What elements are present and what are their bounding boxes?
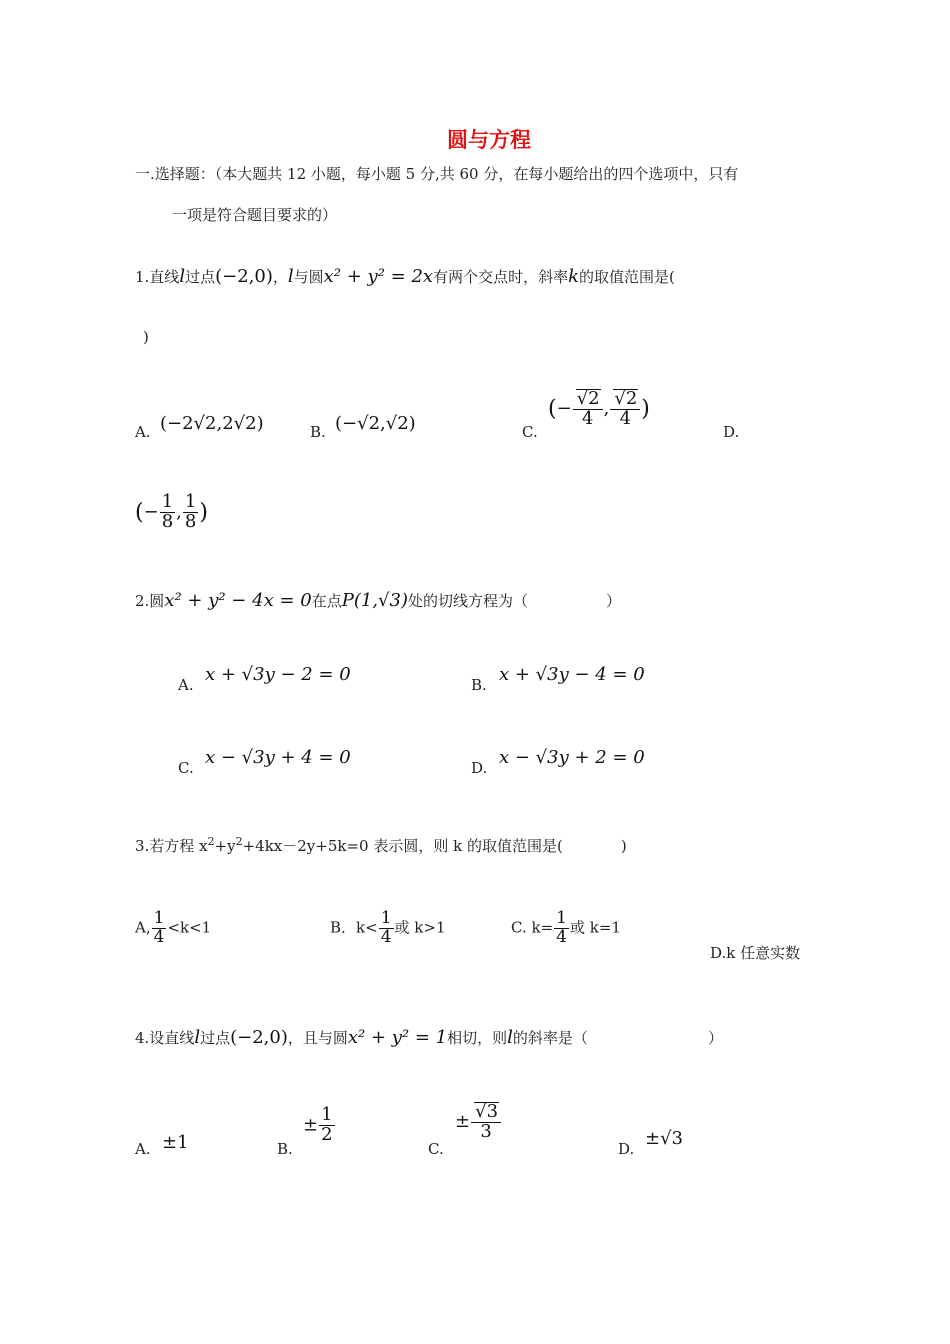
q1-text-5: 有两个交点时，斜率 <box>433 268 569 286</box>
q1-option-a-label: A. <box>135 423 151 441</box>
q4-option-c-label: C. <box>428 1140 444 1158</box>
q1-text-3: ， <box>272 268 288 286</box>
q4-close-paren: ） <box>707 1029 723 1047</box>
q3-option-d: D.k 任意实数 <box>710 944 801 962</box>
q4-text-2: 过点 <box>200 1029 231 1047</box>
q2-option-d-label: D. <box>471 759 488 777</box>
q4-text-3: ，且与圆 <box>287 1029 348 1047</box>
q2-text-1: 2.圆 <box>135 592 165 610</box>
q2-option-a-label: A. <box>178 676 194 694</box>
q3-option-a-label: A, <box>135 918 151 937</box>
q3-option-c-rest: 或 k=1 <box>569 918 621 937</box>
q3-a-frac-den: 4 <box>153 926 165 947</box>
q3-option-b-label: B．k< <box>330 918 378 937</box>
q1-point: (−2,0) <box>215 266 273 287</box>
q2-circle-eq: x² + y² − 4x = 0 <box>164 590 312 611</box>
q3-a-frac-num: 1 <box>153 908 165 928</box>
q2-option-c-label: C. <box>178 759 194 777</box>
q1-text-4: 与圆 <box>293 268 324 286</box>
q3-text-2: +y <box>214 837 236 855</box>
q2-close-paren: ） <box>606 592 622 610</box>
q2-option-b-value: x + √3y − 4 = 0 <box>499 664 645 685</box>
q3-option-c <box>511 910 621 947</box>
q1-close-paren: ) <box>143 328 149 346</box>
q3-c-frac-num: 1 <box>556 908 567 928</box>
q3-text-1: 3.若方程 x <box>135 837 208 855</box>
q2-option-a-value: x + √3y − 2 = 0 <box>205 664 351 685</box>
q1-option-c-value: (− $\frac{√2}{4}$ , $\frac{√2}{4}$ ) <box>548 388 650 429</box>
question-3 <box>135 835 627 856</box>
q4-text-5: 的斜率是（ <box>512 1029 588 1047</box>
q1-option-d-value: (− $\frac{1}{8}$ , $\frac{1}{8}$ ) <box>135 491 208 532</box>
q3-sup-2: 2 <box>235 835 243 848</box>
page-title: 圆与方程 <box>447 128 531 152</box>
q1-l: l <box>179 266 186 287</box>
q1-option-b-label: B. <box>310 423 326 441</box>
q3-b-frac-num: 1 <box>380 908 392 928</box>
q3-b-frac-den: 4 <box>380 926 392 947</box>
q4-circle-eq: x² + y² = 1 <box>347 1027 448 1048</box>
q4-option-d-label: D. <box>618 1140 635 1158</box>
q1-l-2: l <box>287 266 294 287</box>
question-4 <box>135 1027 723 1048</box>
q3-option-b-rest: 或 k>1 <box>394 918 446 937</box>
q3-sup-1: 2 <box>207 835 215 848</box>
q2-text-3: 处的切线方程为（ <box>407 592 528 610</box>
q3-close-paren: ) <box>620 837 627 855</box>
q4-l-2: l <box>507 1027 513 1048</box>
q2-option-c-value: x − √3y + 4 = 0 <box>205 747 351 768</box>
q3-option-b <box>330 910 446 947</box>
q1-option-c-label: C. <box>522 423 538 441</box>
question-2 <box>135 590 621 611</box>
q4-option-d-value: ±√3 <box>645 1128 684 1149</box>
q3-text-3: +4kx－2y+5k=0 表示圆，则 k 的取值范围是( <box>242 837 563 855</box>
section-header-line1: 一.选择题：（本大题共 12 小题，每小题 5 分,共 60 分，在每小题给出的四个选项中，只有 <box>135 165 739 183</box>
q1-option-b-value: (−√2,√2) <box>335 413 416 434</box>
q2-option-b-label: B. <box>471 676 487 694</box>
q2-option-d-value: x − √3y + 2 = 0 <box>499 747 645 768</box>
q3-option-a <box>135 910 211 947</box>
q4-option-a-label: A. <box>135 1140 151 1158</box>
q4-text-4: 相切，则 <box>447 1029 508 1047</box>
question-1 <box>135 266 675 287</box>
q1-option-a-value: (−2√2,2√2) <box>160 413 264 434</box>
section-header-line2: 一项是符合题目要求的） <box>172 206 338 224</box>
q1-option-d-label: D. <box>723 423 740 441</box>
q1-text-6: 的取值范围是( <box>579 268 675 286</box>
q3-c-frac-den: 4 <box>556 926 567 947</box>
q3-option-c-label: C. k= <box>511 918 554 937</box>
q1-k: k <box>568 266 579 287</box>
q4-point: (−2,0) <box>230 1027 288 1048</box>
q2-text-2: 在点 <box>311 592 342 610</box>
q1-text-1: 1.直线 <box>135 268 180 286</box>
q4-option-b-value: ± $\frac{1}{2}$ <box>303 1104 333 1145</box>
q3-option-a-rest: <k<1 <box>167 918 212 937</box>
q4-text-1: 4.设直线 <box>135 1029 195 1047</box>
q4-option-a-value: ±1 <box>162 1132 189 1153</box>
q4-option-b-label: B. <box>277 1140 293 1158</box>
q2-point: P(1,√3) <box>341 590 408 611</box>
q1-text-2: 过点 <box>185 268 216 286</box>
q4-option-c-value: ± $\frac{√3}{3}$ <box>455 1102 502 1142</box>
q4-l: l <box>194 1027 201 1048</box>
q1-circle-eq: x² + y² = 2x <box>323 266 434 287</box>
